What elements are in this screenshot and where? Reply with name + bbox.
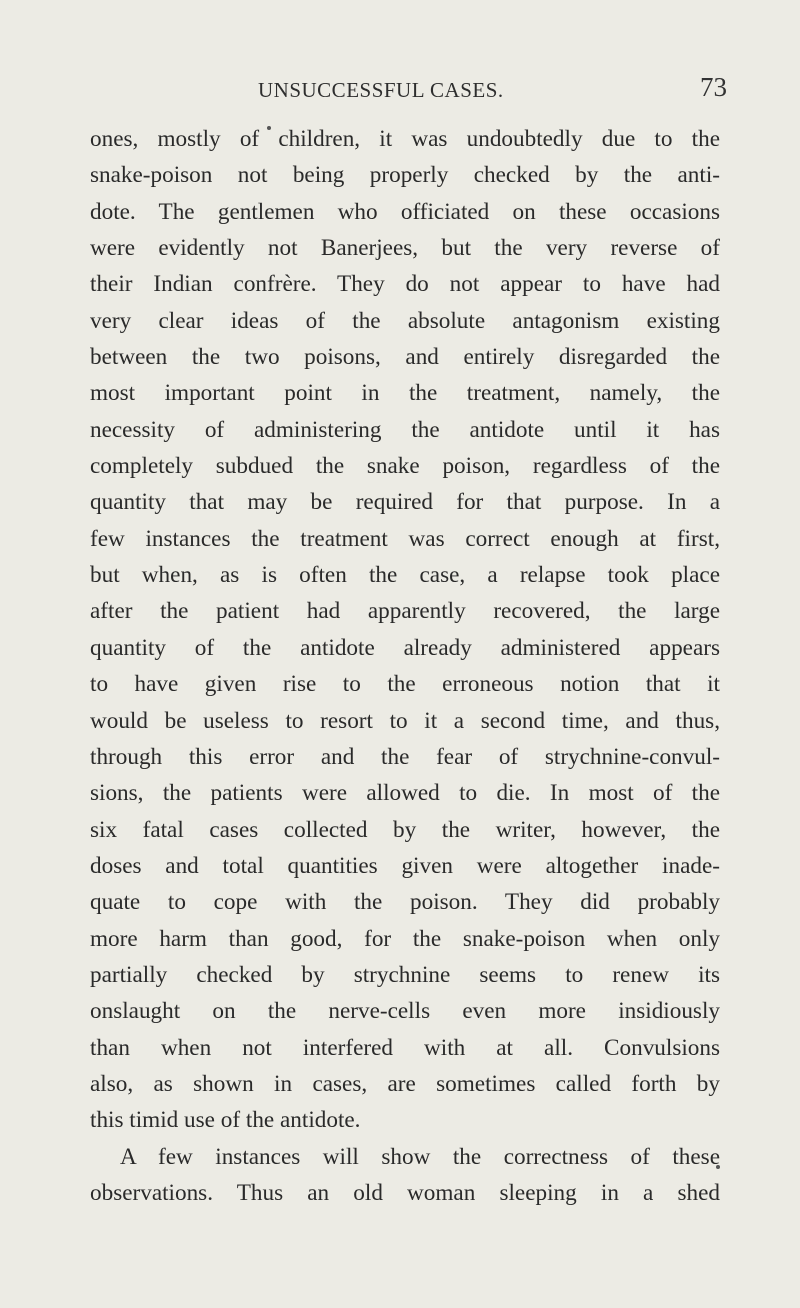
text-line: necessity of administering the antidote until it has: [90, 416, 720, 443]
text-line: were evidently not Banerjees, but the very reverse of: [90, 235, 720, 262]
text-line: most important point in the treatment, namely, the: [90, 380, 720, 407]
text-line: their Indian confrère. They do not appear to have had: [90, 271, 720, 298]
text-line: also, as shown in cases, are sometimes called forth by: [90, 1070, 720, 1097]
paragraph-start-line: A few instances will show the correctness of these: [120, 1143, 720, 1170]
running-head: [0, 72, 800, 108]
text-line: dote. The gentlemen who officiated on these occasions: [90, 198, 720, 225]
text-line: more harm than good, for the snake-poison when only: [90, 925, 720, 952]
paragraph-end-line: this timid use of the antidote.: [90, 1107, 361, 1134]
text-line: quantity that may be required for that purpose. In a: [90, 489, 720, 516]
text-line: observations. Thus an old woman sleeping in a shed: [90, 1179, 720, 1206]
text-line: through this error and the fear of strychnine-convul-: [90, 743, 720, 770]
page-number: 73: [700, 72, 727, 102]
text-line: quate to cope with the poison. They did probably: [90, 889, 720, 916]
text-line: sions, the patients were allowed to die. In most of the: [90, 780, 720, 807]
text-line: completely subdued the snake poison, regardless of the: [90, 453, 720, 480]
text-line: onslaught on the nerve-cells even more insidiously: [90, 998, 720, 1025]
text-line: ones, mostly of children, it was undoubtedly due to the: [90, 126, 720, 152]
text-line: between the two poisons, and entirely disregarded the: [90, 344, 720, 371]
text-line: than when not interfered with at all. Convulsions: [90, 1034, 720, 1061]
text-line: partially checked by strychnine seems to renew its: [90, 961, 720, 988]
text-line: quantity of the antidote already administered appears: [90, 634, 720, 661]
text-line: six fatal cases collected by the writer, however, the: [90, 816, 720, 843]
text-line: few instances the treatment was correct enough at first,: [90, 525, 720, 552]
text-line: doses and total quantities given were altogether inade-: [90, 852, 720, 879]
body-text: [90, 121, 720, 1211]
text-line: after the patient had apparently recovered, the large: [90, 598, 720, 625]
text-line: but when, as is often the case, a relapse took place: [90, 562, 720, 589]
text-line: snake-poison not being properly checked by the anti-: [90, 162, 720, 189]
text-line: would be useless to resort to it a second time, and thus,: [90, 707, 720, 734]
text-line: very clear ideas of the absolute antagonism existing: [90, 307, 720, 334]
running-head-title: UNSUCCESSFUL CASES.: [258, 78, 504, 102]
text-line: to have given rise to the erroneous notion that it: [90, 671, 720, 698]
